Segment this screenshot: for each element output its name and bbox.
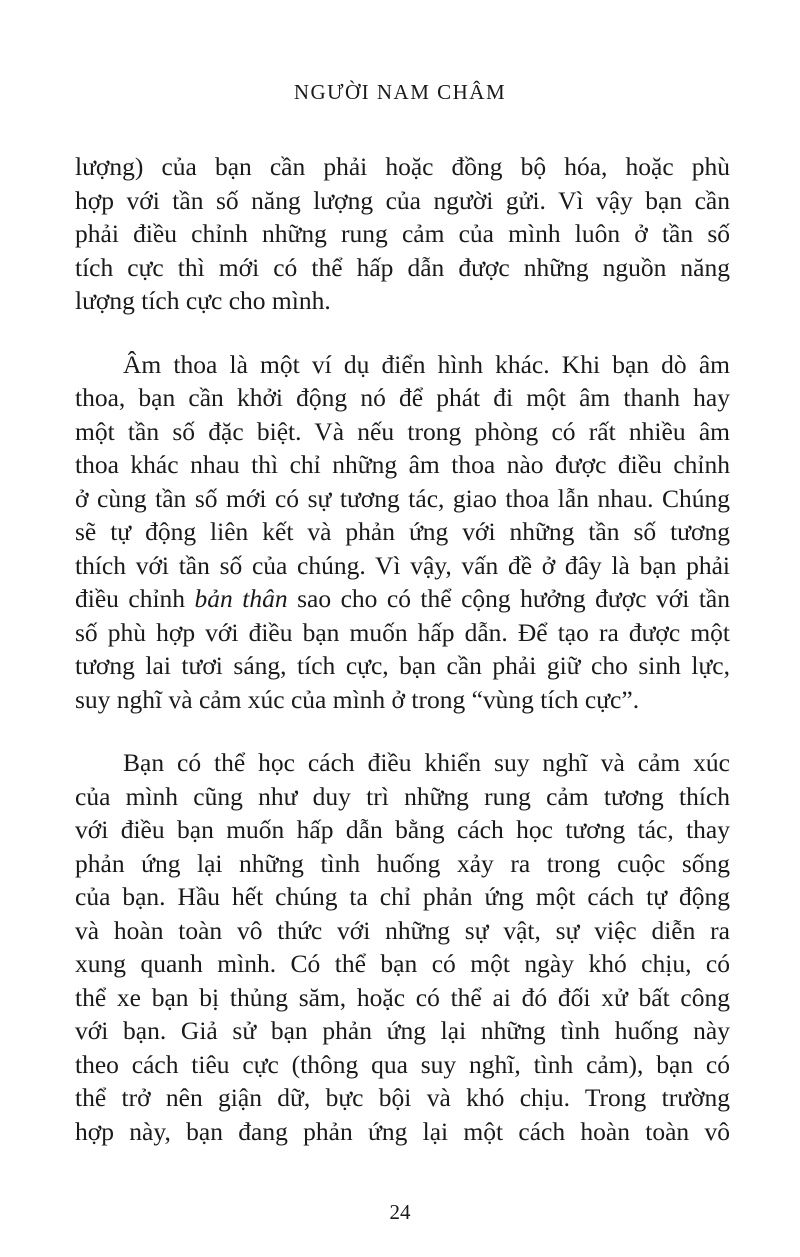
text-line: hợp với tần số năng lượng của người gửi. Vì vậy bạn cần: [75, 185, 730, 215]
text-line: số phù hợp với điều bạn muốn hấp dẫn. Để tạo ra được một: [75, 617, 730, 647]
body-text: [75, 150, 730, 1178]
text-line: hợp này, bạn đang phản ứng lại một cách hoàn toàn vô: [75, 1116, 730, 1146]
emphasis: bản thân: [194, 584, 288, 613]
text-line: của mình cũng như duy trì những rung cảm tương thích: [75, 781, 730, 811]
paragraph: [75, 746, 730, 1148]
paragraph: [75, 348, 730, 717]
text-line: thể xe bạn bị thủng săm, hoặc có thể ai đó đối xử bất công: [75, 982, 730, 1012]
text-line: Âm thoa là một ví dụ điển hình khác. Khi bạn dò âm: [123, 349, 730, 379]
text-line: thoa khác nhau thì chỉ những âm thoa nào được điều chỉnh: [75, 450, 730, 479]
text-line: Bạn có thể học cách điều khiển suy nghĩ và cảm xúc: [123, 748, 730, 777]
text-line: ở cùng tần số mới có sự tương tác, giao thoa lẫn nhau. Chúng: [75, 483, 730, 513]
text-segment: điều chỉnh: [75, 584, 195, 613]
text-line: [75, 582, 730, 616]
text-line: thoa, bạn cần khởi động nó để phát đi một âm thanh hay: [75, 383, 730, 412]
text-line: tích cực thì mới có thể hấp dẫn được những nguồn năng: [75, 252, 730, 282]
text-line: thể trở nên giận dữ, bực bội và khó chịu. Trong trường: [75, 1083, 730, 1112]
text-line: và hoàn toàn vô thức với những sự vật, sự việc diễn ra: [75, 915, 730, 945]
text-line: suy nghĩ và cảm xúc của mình ở trong “vùng tích cực”.: [75, 684, 640, 714]
text-line: thích với tần số của chúng. Vì vậy, vấn đề ở đây là bạn phải: [75, 550, 730, 580]
text-line: của bạn. Hầu hết chúng ta chỉ phản ứng một cách tự động: [75, 882, 730, 911]
paragraph: [75, 150, 730, 318]
text-line: tương lai tươi sáng, tích cực, bạn cần phải giữ cho sinh lực,: [75, 651, 730, 680]
text-line: xung quanh mình. Có thể bạn có một ngày khó chịu, có: [75, 949, 730, 978]
page-number: 24: [389, 1200, 411, 1224]
text-segment: sao cho có thể cộng hưởng được với tần: [287, 584, 730, 613]
text-line: lượng tích cực cho mình.: [75, 286, 331, 315]
text-line: với điều bạn muốn hấp dẫn bằng cách học tương tác, thay: [75, 815, 730, 844]
text-line: với bạn. Giả sử bạn phản ứng lại những tình huống này: [75, 1016, 730, 1045]
text-line: một tần số đặc biệt. Và nếu trong phòng có rất nhiều âm: [75, 416, 730, 446]
text-line: sẽ tự động liên kết và phản ứng với những tần số tương: [75, 517, 730, 546]
text-line: phải điều chỉnh những rung cảm của mình luôn ở tần số: [75, 219, 730, 248]
text-line: theo cách tiêu cực (thông qua suy nghĩ, tình cảm), bạn có: [75, 1049, 730, 1079]
text-line: lượng) của bạn cần phải hoặc đồng bộ hóa, hoặc phù: [75, 152, 730, 181]
text-line: phản ứng lại những tình huống xảy ra trong cuộc sống: [75, 848, 730, 878]
running-head: NGƯỜI NAM CHÂM: [293, 80, 507, 104]
